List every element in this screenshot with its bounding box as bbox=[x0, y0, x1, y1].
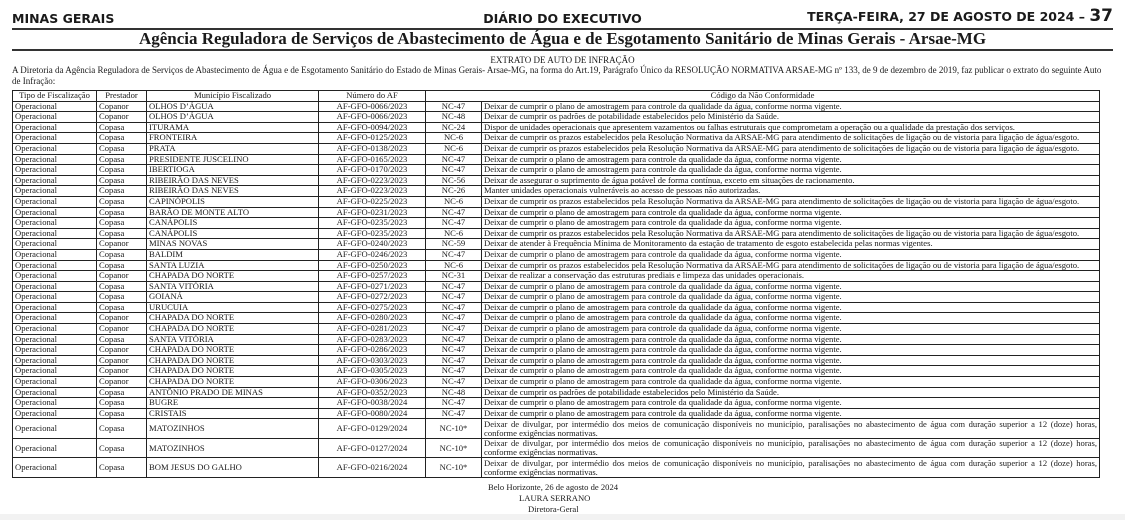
cell-municipio: PRATA bbox=[147, 143, 319, 154]
header-tipo: Tipo de Fiscalização bbox=[13, 91, 97, 102]
table-row bbox=[13, 101, 1100, 112]
cell-tipo: Operacional bbox=[13, 133, 97, 144]
cell-municipio: MATOZINHOS bbox=[147, 438, 319, 458]
cell-descricao: Deixar de cumprir o plano de amostragem para controle da qualidade da água, conforme norma vigente. bbox=[482, 154, 1100, 165]
cell-descricao: Deixar de cumprir os padrões de potabilidade estabelecidos pelo Ministério da Saúde. bbox=[482, 112, 1100, 123]
cell-prestador: Copasa bbox=[97, 196, 147, 207]
cell-prestador: Copasa bbox=[97, 302, 147, 313]
cell-prestador: Copanor bbox=[97, 101, 147, 112]
cell-prestador: Copasa bbox=[97, 334, 147, 345]
cell-codigo-nc: NC-10* bbox=[426, 419, 482, 439]
cell-codigo-nc: NC-6 bbox=[426, 143, 482, 154]
table-row bbox=[13, 313, 1100, 324]
cell-codigo-nc: NC-47 bbox=[426, 154, 482, 165]
cell-prestador: Copasa bbox=[97, 438, 147, 458]
cell-numero-af: AF-GFO-0094/2023 bbox=[319, 122, 426, 133]
cell-codigo-nc: NC-10* bbox=[426, 438, 482, 458]
cell-descricao: Deixar de atender à Frequência Mínima de Monitoramento da estação de tratamento de esgoto estabelecida pelas normas vigentes. bbox=[482, 239, 1100, 250]
cell-numero-af: AF-GFO-0257/2023 bbox=[319, 271, 426, 282]
cell-prestador: Copasa bbox=[97, 260, 147, 271]
cell-numero-af: AF-GFO-0305/2023 bbox=[319, 366, 426, 377]
cell-codigo-nc: NC-47 bbox=[426, 249, 482, 260]
cell-prestador: Copasa bbox=[97, 281, 147, 292]
table-row bbox=[13, 398, 1100, 409]
cell-codigo-nc: NC-6 bbox=[426, 196, 482, 207]
cell-descricao: Deixar de divulgar, por intermédio dos meios de comunicação disponíveis no município, paralisações no abastecimento de água com duração superior a 12 (doze) horas, conforme exigências normativas. bbox=[482, 458, 1100, 478]
cell-tipo: Operacional bbox=[13, 154, 97, 165]
cell-prestador: Copasa bbox=[97, 408, 147, 419]
table-row bbox=[13, 345, 1100, 356]
page-number: 37 bbox=[1089, 6, 1113, 26]
cell-tipo: Operacional bbox=[13, 271, 97, 282]
cell-tipo: Operacional bbox=[13, 302, 97, 313]
cell-numero-af: AF-GFO-0138/2023 bbox=[319, 143, 426, 154]
cell-tipo: Operacional bbox=[13, 186, 97, 197]
cell-prestador: Copasa bbox=[97, 133, 147, 144]
cell-municipio: SANTA LUZIA bbox=[147, 260, 319, 271]
cell-municipio: RIBEIRÃO DAS NEVES bbox=[147, 186, 319, 197]
cell-tipo: Operacional bbox=[13, 196, 97, 207]
place-date: Belo Horizonte, 26 de agosto de 2024 bbox=[488, 482, 619, 492]
cell-codigo-nc: NC-26 bbox=[426, 186, 482, 197]
cell-municipio: CAPINÓPOLIS bbox=[147, 196, 319, 207]
cell-municipio: CANÁPOLIS bbox=[147, 218, 319, 229]
cell-tipo: Operacional bbox=[13, 281, 97, 292]
cell-tipo: Operacional bbox=[13, 175, 97, 186]
cell-numero-af: AF-GFO-0170/2023 bbox=[319, 165, 426, 176]
intro-paragraph: A Diretoria da Agência Reguladora de Serviços de Abastecimento de Água e de Esgotamento Sanitário do Estado de Minas Gerais- Arsae-MG, na forma do Art.19, Parágrafo Único da RESOLUÇÃO NORMATIVA ARSAE-MG nº 133, de 9 de dezembro de 2019, faz publicar o extrato do seguinte Auto de Infração: bbox=[12, 65, 1102, 86]
cell-prestador: Copasa bbox=[97, 398, 147, 409]
table-row bbox=[13, 249, 1100, 260]
header-prestador: Prestador bbox=[97, 91, 147, 102]
cell-codigo-nc: NC-47 bbox=[426, 281, 482, 292]
cell-tipo: Operacional bbox=[13, 101, 97, 112]
table-row bbox=[13, 165, 1100, 176]
table-row bbox=[13, 143, 1100, 154]
cell-prestador: Copasa bbox=[97, 218, 147, 229]
agency-title: Agência Reguladora de Serviços de Abastecimento de Água e de Esgotamento Sanitário de Minas Gerais - Arsae-MG bbox=[12, 29, 1113, 51]
cell-descricao: Deixar de cumprir o plano de amostragem para controle da qualidade da água, conforme norma vigente. bbox=[482, 249, 1100, 260]
page-bottom-edge bbox=[0, 514, 1125, 520]
cell-codigo-nc: NC-47 bbox=[426, 366, 482, 377]
table-row bbox=[13, 302, 1100, 313]
table-row bbox=[13, 271, 1100, 282]
section-title: EXTRATO DE AUTO DE INFRAÇÃO bbox=[490, 55, 635, 65]
cell-descricao: Deixar de divulgar, por intermédio dos meios de comunicação disponíveis no município, paralisações no abastecimento de água com duração superior a 12 (doze) horas, conforme exigências normativas. bbox=[482, 419, 1100, 439]
issue-date-text: TERÇA-FEIRA, 27 DE AGOSTO DE 2024 – bbox=[807, 9, 1090, 24]
cell-codigo-nc: NC-47 bbox=[426, 165, 482, 176]
cell-codigo-nc: NC-48 bbox=[426, 112, 482, 123]
cell-descricao: Deixar de cumprir os prazos estabelecidos pela Resolução Normativa da ARSAE-MG para atendimento de solicitações de ligação ou de vistoria para ligação de água/esgoto. bbox=[482, 260, 1100, 271]
cell-descricao: Deixar de cumprir o plano de amostragem para controle da qualidade da água, conforme norma vigente. bbox=[482, 207, 1100, 218]
cell-municipio: BALDIM bbox=[147, 249, 319, 260]
cell-tipo: Operacional bbox=[13, 165, 97, 176]
cell-municipio: BOM JESUS DO GALHO bbox=[147, 458, 319, 478]
cell-descricao: Deixar de cumprir o plano de amostragem para controle da qualidade da água, conforme norma vigente. bbox=[482, 302, 1100, 313]
cell-tipo: Operacional bbox=[13, 366, 97, 377]
cell-descricao: Deixar de cumprir os prazos estabelecidos pela Resolução Normativa da ARSAE-MG para atendimento de solicitações de ligação ou de vistoria para ligação de água/esgoto. bbox=[482, 196, 1100, 207]
cell-tipo: Operacional bbox=[13, 377, 97, 388]
cell-codigo-nc: NC-47 bbox=[426, 292, 482, 303]
cell-codigo-nc: NC-47 bbox=[426, 302, 482, 313]
cell-tipo: Operacional bbox=[13, 334, 97, 345]
cell-codigo-nc: NC-6 bbox=[426, 228, 482, 239]
cell-municipio: IBERTIOGA bbox=[147, 165, 319, 176]
cell-descricao: Deixar de cumprir o plano de amostragem para controle da qualidade da água, conforme norma vigente. bbox=[482, 101, 1100, 112]
cell-tipo: Operacional bbox=[13, 207, 97, 218]
table-row bbox=[13, 366, 1100, 377]
cell-tipo: Operacional bbox=[13, 345, 97, 356]
cell-codigo-nc: NC-47 bbox=[426, 408, 482, 419]
cell-municipio: BUGRE bbox=[147, 398, 319, 409]
header-numero-af: Número do AF bbox=[319, 91, 426, 102]
cell-prestador: Copanor bbox=[97, 377, 147, 388]
cell-prestador: Copasa bbox=[97, 419, 147, 439]
cell-codigo-nc: NC-59 bbox=[426, 239, 482, 250]
cell-codigo-nc: NC-47 bbox=[426, 207, 482, 218]
cell-municipio: CHAPADA DO NORTE bbox=[147, 271, 319, 282]
cell-numero-af: AF-GFO-0235/2023 bbox=[319, 228, 426, 239]
cell-tipo: Operacional bbox=[13, 398, 97, 409]
cell-numero-af: AF-GFO-0275/2023 bbox=[319, 302, 426, 313]
cell-tipo: Operacional bbox=[13, 249, 97, 260]
cell-prestador: Copasa bbox=[97, 207, 147, 218]
cell-numero-af: AF-GFO-0272/2023 bbox=[319, 292, 426, 303]
cell-descricao: Manter unidades operacionais vulneráveis ao acesso de pessoas não autorizadas. bbox=[482, 186, 1100, 197]
cell-municipio: MATOZINHOS bbox=[147, 419, 319, 439]
cell-tipo: Operacional bbox=[13, 419, 97, 439]
cell-prestador: Copanor bbox=[97, 355, 147, 366]
cell-tipo: Operacional bbox=[13, 218, 97, 229]
cell-descricao: Deixar de cumprir o plano de amostragem para controle da qualidade da água, conforme norma vigente. bbox=[482, 377, 1100, 388]
cell-numero-af: AF-GFO-0066/2023 bbox=[319, 101, 426, 112]
cell-descricao: Deixar de cumprir o plano de amostragem para controle da qualidade da água, conforme norma vigente. bbox=[482, 313, 1100, 324]
cell-codigo-nc: NC-47 bbox=[426, 355, 482, 366]
cell-descricao: Deixar de cumprir o plano de amostragem para controle da qualidade da água, conforme norma vigente. bbox=[482, 398, 1100, 409]
cell-tipo: Operacional bbox=[13, 324, 97, 335]
cell-numero-af: AF-GFO-0246/2023 bbox=[319, 249, 426, 260]
cell-prestador: Copasa bbox=[97, 387, 147, 398]
cell-municipio: SANTA VITÓRIA bbox=[147, 334, 319, 345]
table-row bbox=[13, 196, 1100, 207]
cell-municipio: PRESIDENTE JUSCELINO bbox=[147, 154, 319, 165]
cell-municipio: ITURAMA bbox=[147, 122, 319, 133]
table-row bbox=[13, 458, 1100, 478]
cell-tipo: Operacional bbox=[13, 112, 97, 123]
cell-descricao: Deixar de cumprir os prazos estabelecidos pela Resolução Normativa da ARSAE-MG para atendimento de solicitações de ligação ou de vistoria para ligação de água/esgoto. bbox=[482, 133, 1100, 144]
cell-municipio: URUCUIA bbox=[147, 302, 319, 313]
table-row bbox=[13, 324, 1100, 335]
cell-municipio: SANTA VITÓRIA bbox=[147, 281, 319, 292]
cell-descricao: Dispor de unidades operacionais que apresentem vazamentos ou falhas estruturais que comprometam a operação ou a qualidade da prestação dos serviços. bbox=[482, 122, 1100, 133]
cell-municipio: CRISTAIS bbox=[147, 408, 319, 419]
cell-codigo-nc: NC-47 bbox=[426, 334, 482, 345]
cell-codigo-nc: NC-6 bbox=[426, 133, 482, 144]
cell-numero-af: AF-GFO-0250/2023 bbox=[319, 260, 426, 271]
cell-numero-af: AF-GFO-0271/2023 bbox=[319, 281, 426, 292]
cell-prestador: Copanor bbox=[97, 239, 147, 250]
cell-tipo: Operacional bbox=[13, 122, 97, 133]
table-row bbox=[13, 387, 1100, 398]
cell-prestador: Copanor bbox=[97, 345, 147, 356]
cell-municipio: CANÁPOLIS bbox=[147, 228, 319, 239]
cell-municipio: CHAPADA DO NORTE bbox=[147, 345, 319, 356]
cell-tipo: Operacional bbox=[13, 143, 97, 154]
cell-descricao: Deixar de cumprir o plano de amostragem para controle da qualidade da água, conforme norma vigente. bbox=[482, 324, 1100, 335]
cell-numero-af: AF-GFO-0216/2024 bbox=[319, 458, 426, 478]
cell-prestador: Copasa bbox=[97, 154, 147, 165]
cell-municipio: CHAPADA DO NORTE bbox=[147, 324, 319, 335]
cell-descricao: Deixar de cumprir os prazos estabelecidos pela Resolução Normativa da ARSAE-MG para atendimento de solicitações de ligação ou de vistoria para ligação de água/esgoto. bbox=[482, 228, 1100, 239]
publication-name: DIÁRIO DO EXECUTIVO bbox=[483, 11, 642, 26]
cell-tipo: Operacional bbox=[13, 387, 97, 398]
cell-codigo-nc: NC-48 bbox=[426, 387, 482, 398]
cell-prestador: Copanor bbox=[97, 112, 147, 123]
signer-name: LAURA SERRANO bbox=[519, 493, 591, 503]
cell-codigo-nc: NC-47 bbox=[426, 218, 482, 229]
cell-municipio: CHAPADA DO NORTE bbox=[147, 313, 319, 324]
signer-role: Diretora-Geral bbox=[528, 504, 579, 514]
cell-numero-af: AF-GFO-0225/2023 bbox=[319, 196, 426, 207]
cell-codigo-nc: NC-47 bbox=[426, 398, 482, 409]
cell-codigo-nc: NC-47 bbox=[426, 377, 482, 388]
table-row bbox=[13, 355, 1100, 366]
cell-numero-af: AF-GFO-0080/2024 bbox=[319, 408, 426, 419]
cell-descricao: Deixar de realizar a conservação das estruturas prediais e limpeza das unidades operacionais. bbox=[482, 271, 1100, 282]
cell-descricao: Deixar de cumprir os prazos estabelecidos pela Resolução Normativa da ARSAE-MG para atendimento de solicitações de ligação ou de vistoria para ligação de água/esgoto. bbox=[482, 143, 1100, 154]
cell-numero-af: AF-GFO-0352/2023 bbox=[319, 387, 426, 398]
cell-codigo-nc: NC-24 bbox=[426, 122, 482, 133]
table-row bbox=[13, 292, 1100, 303]
table-row bbox=[13, 408, 1100, 419]
cell-prestador: Copasa bbox=[97, 186, 147, 197]
cell-numero-af: AF-GFO-0066/2023 bbox=[319, 112, 426, 123]
table-row bbox=[13, 122, 1100, 133]
table-header-row bbox=[13, 91, 1100, 102]
cell-numero-af: AF-GFO-0165/2023 bbox=[319, 154, 426, 165]
cell-descricao: Deixar de cumprir os padrões de potabilidade estabelecidos pelo Ministério da Saúde. bbox=[482, 387, 1100, 398]
cell-codigo-nc: NC-10* bbox=[426, 458, 482, 478]
cell-municipio: CHAPADA DO NORTE bbox=[147, 366, 319, 377]
cell-municipio: MINAS NOVAS bbox=[147, 239, 319, 250]
cell-prestador: Copasa bbox=[97, 175, 147, 186]
cell-descricao: Deixar de cumprir o plano de amostragem para controle da qualidade da água, conforme norma vigente. bbox=[482, 355, 1100, 366]
table-row bbox=[13, 207, 1100, 218]
cell-tipo: Operacional bbox=[13, 292, 97, 303]
table-row bbox=[13, 154, 1100, 165]
cell-numero-af: AF-GFO-0281/2023 bbox=[319, 324, 426, 335]
cell-numero-af: AF-GFO-0125/2023 bbox=[319, 133, 426, 144]
cell-tipo: Operacional bbox=[13, 228, 97, 239]
cell-municipio: GOIANÁ bbox=[147, 292, 319, 303]
cell-municipio: OLHOS D’ÁGUA bbox=[147, 112, 319, 123]
state-name: MINAS GERAIS bbox=[12, 11, 115, 26]
cell-numero-af: AF-GFO-0223/2023 bbox=[319, 175, 426, 186]
table-row bbox=[13, 186, 1100, 197]
cell-prestador: Copasa bbox=[97, 122, 147, 133]
cell-municipio: OLHOS D’ÁGUA bbox=[147, 101, 319, 112]
cell-tipo: Operacional bbox=[13, 260, 97, 271]
cell-numero-af: AF-GFO-0231/2023 bbox=[319, 207, 426, 218]
table-row bbox=[13, 377, 1100, 388]
cell-descricao: Deixar de assegurar o suprimento de água potável de forma contínua, exceto em situações de racionamento. bbox=[482, 175, 1100, 186]
cell-municipio: RIBEIRÃO DAS NEVES bbox=[147, 175, 319, 186]
cell-tipo: Operacional bbox=[13, 355, 97, 366]
cell-codigo-nc: NC-56 bbox=[426, 175, 482, 186]
infraction-table bbox=[12, 90, 1100, 478]
table-row bbox=[13, 260, 1100, 271]
cell-codigo-nc: NC-47 bbox=[426, 345, 482, 356]
cell-numero-af: AF-GFO-0235/2023 bbox=[319, 218, 426, 229]
cell-descricao: Deixar de cumprir o plano de amostragem para controle da qualidade da água, conforme norma vigente. bbox=[482, 292, 1100, 303]
cell-codigo-nc: NC-47 bbox=[426, 101, 482, 112]
cell-codigo-nc: NC-47 bbox=[426, 313, 482, 324]
table-row bbox=[13, 334, 1100, 345]
cell-prestador: Copasa bbox=[97, 165, 147, 176]
cell-numero-af: AF-GFO-0129/2024 bbox=[319, 419, 426, 439]
cell-numero-af: AF-GFO-0223/2023 bbox=[319, 186, 426, 197]
cell-numero-af: AF-GFO-0127/2024 bbox=[319, 438, 426, 458]
newspaper-masthead bbox=[12, 6, 1113, 30]
cell-descricao: Deixar de cumprir o plano de amostragem para controle da qualidade da água, conforme norma vigente. bbox=[482, 366, 1100, 377]
cell-prestador: Copanor bbox=[97, 324, 147, 335]
table-row bbox=[13, 438, 1100, 458]
table-row bbox=[13, 175, 1100, 186]
cell-tipo: Operacional bbox=[13, 438, 97, 458]
cell-prestador: Copasa bbox=[97, 458, 147, 478]
cell-numero-af: AF-GFO-0240/2023 bbox=[319, 239, 426, 250]
table-row bbox=[13, 218, 1100, 229]
cell-descricao: Deixar de divulgar, por intermédio dos meios de comunicação disponíveis no município, paralisações no abastecimento de água com duração superior a 12 (doze) horas, conforme exigências normativas. bbox=[482, 438, 1100, 458]
cell-numero-af: AF-GFO-0283/2023 bbox=[319, 334, 426, 345]
table-row bbox=[13, 112, 1100, 123]
cell-municipio: BARÃO DE MONTE ALTO bbox=[147, 207, 319, 218]
header-municipio: Município Fiscalizado bbox=[147, 91, 319, 102]
cell-descricao: Deixar de cumprir o plano de amostragem para controle da qualidade da água, conforme norma vigente. bbox=[482, 281, 1100, 292]
cell-codigo-nc: NC-47 bbox=[426, 324, 482, 335]
table-row bbox=[13, 239, 1100, 250]
cell-municipio: ANTÔNIO PRADO DE MINAS bbox=[147, 387, 319, 398]
cell-municipio: CHAPADA DO NORTE bbox=[147, 355, 319, 366]
cell-prestador: Copasa bbox=[97, 143, 147, 154]
cell-numero-af: AF-GFO-0303/2023 bbox=[319, 355, 426, 366]
issue-date bbox=[807, 6, 1113, 26]
cell-numero-af: AF-GFO-0280/2023 bbox=[319, 313, 426, 324]
cell-tipo: Operacional bbox=[13, 239, 97, 250]
cell-numero-af: AF-GFO-0286/2023 bbox=[319, 345, 426, 356]
cell-municipio: CHAPADA DO NORTE bbox=[147, 377, 319, 388]
table-body bbox=[13, 101, 1100, 477]
cell-prestador: Copasa bbox=[97, 292, 147, 303]
cell-descricao: Deixar de cumprir o plano de amostragem para controle da qualidade da água, conforme norma vigente. bbox=[482, 218, 1100, 229]
table-row bbox=[13, 419, 1100, 439]
cell-municipio: FRONTEIRA bbox=[147, 133, 319, 144]
cell-descricao: Deixar de cumprir o plano de amostragem para controle da qualidade da água, conforme norma vigente. bbox=[482, 345, 1100, 356]
cell-tipo: Operacional bbox=[13, 313, 97, 324]
cell-numero-af: AF-GFO-0306/2023 bbox=[319, 377, 426, 388]
cell-descricao: Deixar de cumprir o plano de amostragem para controle da qualidade da água, conforme norma vigente. bbox=[482, 165, 1100, 176]
header-codigo-nc: Código da Não Conformidade bbox=[426, 91, 1100, 102]
cell-prestador: Copasa bbox=[97, 249, 147, 260]
cell-descricao: Deixar de cumprir o plano de amostragem para controle da qualidade da água, conforme norma vigente. bbox=[482, 408, 1100, 419]
table-row bbox=[13, 281, 1100, 292]
cell-prestador: Copanor bbox=[97, 271, 147, 282]
cell-prestador: Copanor bbox=[97, 366, 147, 377]
cell-prestador: Copanor bbox=[97, 313, 147, 324]
cell-tipo: Operacional bbox=[13, 458, 97, 478]
cell-numero-af: AF-GFO-0038/2024 bbox=[319, 398, 426, 409]
cell-codigo-nc: NC-31 bbox=[426, 271, 482, 282]
cell-tipo: Operacional bbox=[13, 408, 97, 419]
table-row bbox=[13, 228, 1100, 239]
cell-codigo-nc: NC-6 bbox=[426, 260, 482, 271]
cell-prestador: Copasa bbox=[97, 228, 147, 239]
cell-descricao: Deixar de cumprir o plano de amostragem para controle da qualidade da água, conforme norma vigente. bbox=[482, 334, 1100, 345]
table-row bbox=[13, 133, 1100, 144]
